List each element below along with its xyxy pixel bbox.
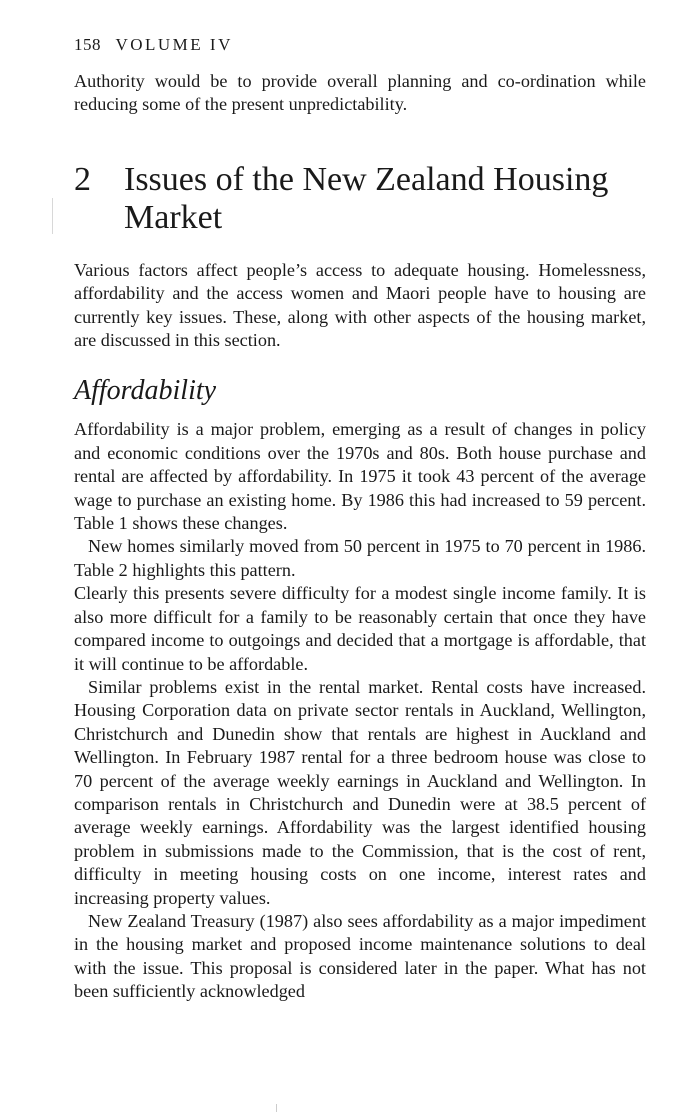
- running-head: [74, 34, 646, 56]
- body-paragraph: New Zealand Treasury (1987) also sees affordability as a major impediment in the housing market and proposed income maintenance solutions to deal with the issue. This proposal is considered later in the paper. What has not been sufficiently acknowledged: [74, 910, 646, 1002]
- margin-mark: [52, 198, 53, 234]
- section-heading: Affordability: [74, 375, 217, 407]
- volume-label: VOLUME IV: [115, 35, 233, 54]
- chapter-title: Issues of the New Zealand Housing Market: [124, 160, 609, 236]
- body-paragraph: Affordability is a major problem, emerging as a result of changes in policy and economic conditions over the 1970s and 80s. Both house purchase and rental are affected by affordability. In 1975 it took 43 percent of the average wage to purchase an existing home. By 1986 this had increased to 59 percent. Table 1 shows these changes.: [74, 419, 646, 534]
- body-paragraph: Clearly this presents severe difficulty for a modest single income family. It is also more difficult for a family to be reasonably certain that once they have compared income to outgoings and decided that a mortgage is affordable, that it will continue to be affordable.: [74, 583, 646, 674]
- chapter-heading: [74, 161, 646, 237]
- page-body: [74, 34, 646, 1004]
- intro-paragraph: Authority would be to provide overall planning and co-ordination while reducing some of the present unpredictability.: [74, 71, 646, 115]
- chapter-intro-paragraph: Various factors affect people’s access to adequate housing. Homelessness, affordability and the access women and Maori people have to housing are currently key issues. These, along with other aspects of the housing market, are discussed in this section.: [74, 259, 646, 351]
- body-paragraph: New homes similarly moved from 50 percent in 1975 to 70 percent in 1986. Table 2 highlights this pattern.: [74, 536, 646, 580]
- body-paragraph: Similar problems exist in the rental market. Rental costs have increased. Housing Corporation data on private sector rentals in Auckland, Wellington, Christchurch and Dunedin show that rentals are highest in Auckland and Wellington. In February 1987 rental for a three bedroom house was close to 70 percent of the average weekly earnings in Auckland and Wellington. In comparison rentals in Christchurch and Dunedin were at 38.5 percent of average weekly earnings. Affordability was the largest identified housing problem in submissions made to the Commission, that is the cost of rent, difficulty in meeting housing costs on one income, interest rates and increasing property values.: [74, 676, 646, 908]
- page-number: 158: [74, 35, 101, 54]
- chapter-number: 2: [74, 160, 91, 198]
- footer-mark: [276, 1104, 277, 1112]
